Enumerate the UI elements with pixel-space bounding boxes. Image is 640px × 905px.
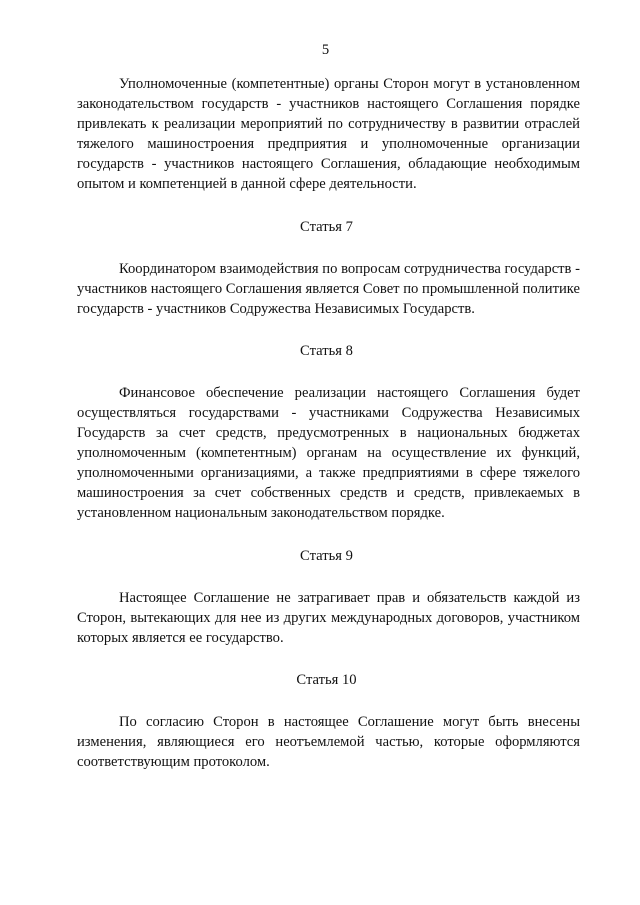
paragraph-article-8: Финансовое обеспечение реализации настоящего Соглашения будет осуществляться государствами - участниками Содружества Независимых Государств за счет средств, предусмотренных в национальных бюджетах уполномоченным (компетентным) органам на осуществление их функций, уполномоченными организациями, а также предприятиями в сфере тяжелого машиностроения за счет собственных средств и средств, привлекаемых в установленном национальным законодательством порядке. (77, 384, 580, 522)
heading-article-10: Статья 10 (296, 671, 357, 688)
heading-article-8: Статья 8 (300, 342, 353, 359)
paragraph-article-9: Настоящее Соглашение не затрагивает прав и обязательств каждой из Сторон, вытекающих для нее из других международных договоров, участником которых является ее государство. (77, 589, 580, 646)
page-number: 5 (321, 42, 330, 58)
paragraph-authorized-bodies: Уполномоченные (компетентные) органы Сторон могут в установленном законодательством государств - участников настоящего Соглашения порядке привлекать к реализации мероприятий по сотрудничеству в развитии отраслей тяжелого машиностроения предприятия и уполномоченные организации государств - участников настоящего Соглашения, обладающие необходимым опытом и компетенцией в данной сфере деятельности. (77, 76, 580, 193)
paragraph-article-7: Координатором взаимодействия по вопросам сотрудничества государств - участников настоящего Соглашения является Совет по промышленной политике государств - участников Содружества Независимых Государств. (77, 260, 580, 317)
paragraph-article-10: По согласию Сторон в настоящее Соглашение могут быть внесены изменения, являющиеся его неотъемлемой частью, которые оформляются соответствующим протоколом. (77, 713, 580, 770)
heading-article-9: Статья 9 (300, 547, 353, 564)
heading-article-7: Статья 7 (300, 218, 353, 235)
